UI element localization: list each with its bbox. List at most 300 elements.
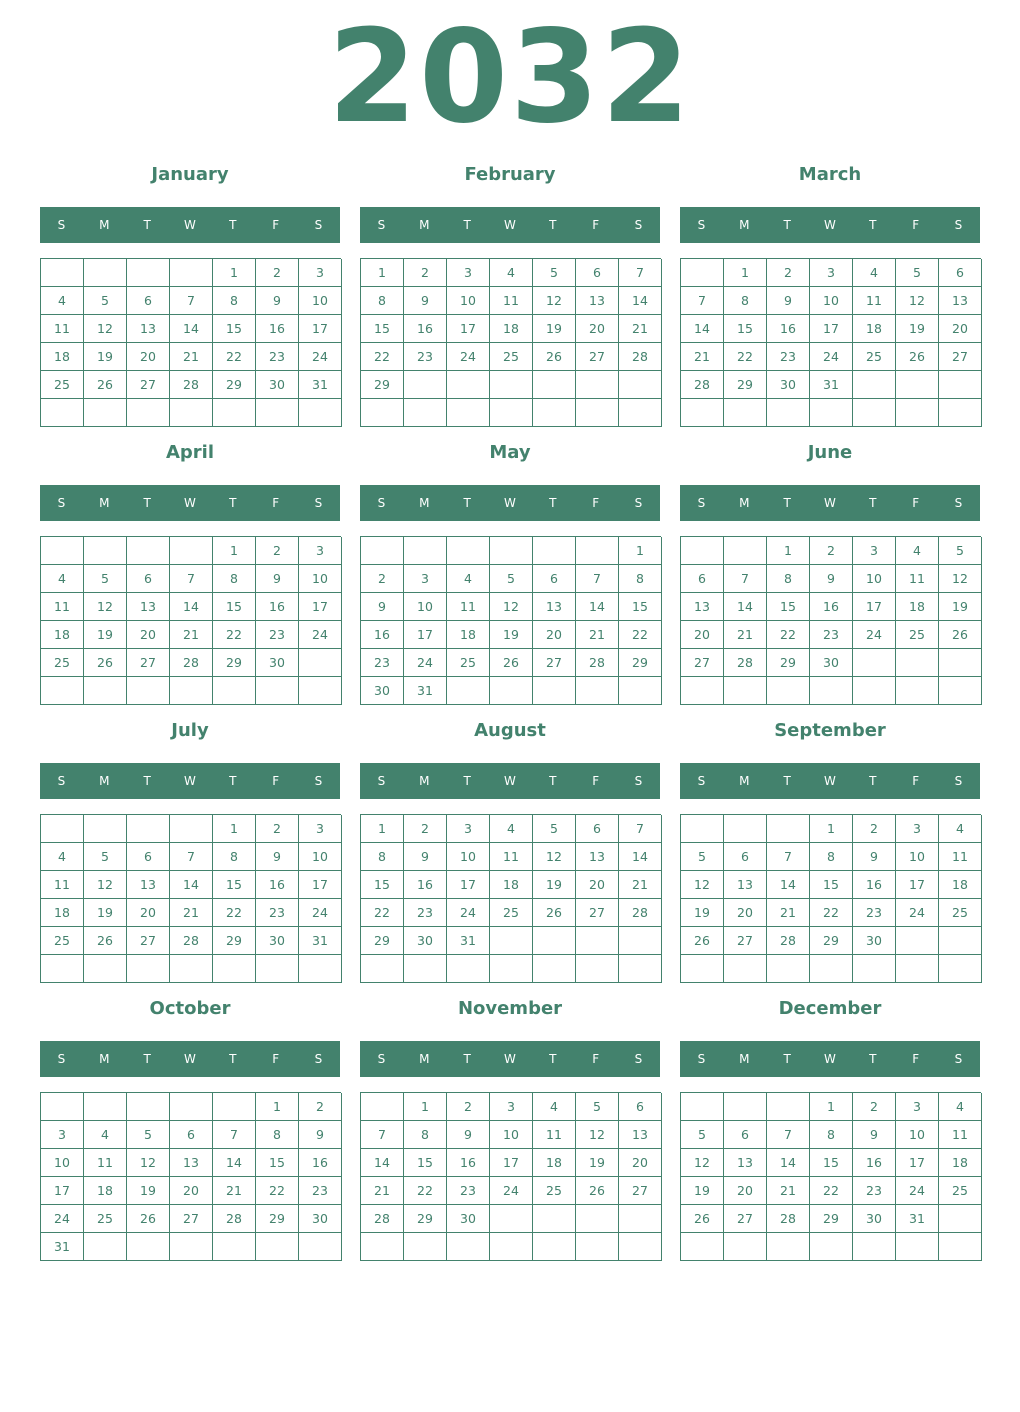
day-cell [576,371,619,399]
day-cell [533,1205,576,1233]
day-cell: 3 [810,259,853,287]
day-cell [681,815,724,843]
day-cell: 11 [84,1149,127,1177]
weekday-label: M [99,774,110,788]
weekday-label: W [824,496,836,510]
day-cell: 6 [127,843,170,871]
day-cell: 17 [896,871,939,899]
day-grid [680,814,981,983]
day-cell [681,399,724,427]
day-cell [84,955,127,983]
day-cell [619,1233,662,1261]
weekday-label: F [272,1052,280,1066]
day-cell: 20 [127,621,170,649]
day-cell: 20 [619,1149,662,1177]
day-cell: 26 [896,343,939,371]
day-cell [533,955,576,983]
day-cell: 25 [939,1177,982,1205]
weekday-label: S [314,1052,323,1066]
day-cell: 5 [84,565,127,593]
day-cell: 12 [127,1149,170,1177]
day-cell [767,399,810,427]
day-cell [767,1093,810,1121]
day-cell: 29 [619,649,662,677]
day-cell: 8 [213,287,256,315]
day-cell: 14 [361,1149,404,1177]
day-grid [680,258,981,427]
day-cell: 31 [299,371,342,399]
day-cell: 29 [361,927,404,955]
day-cell: 11 [939,843,982,871]
day-cell: 5 [84,287,127,315]
day-cell: 18 [490,871,533,899]
day-cell: 22 [213,899,256,927]
day-cell: 16 [810,593,853,621]
weekday-header [680,1041,980,1077]
day-cell [447,399,490,427]
day-cell [724,677,767,705]
day-cell: 3 [853,537,896,565]
day-cell: 5 [939,537,982,565]
day-cell: 27 [533,649,576,677]
day-cell: 7 [619,259,662,287]
day-cell: 3 [447,815,490,843]
day-grid [40,814,341,983]
weekday-label: S [314,496,323,510]
day-cell [170,815,213,843]
day-cell: 1 [404,1093,447,1121]
day-cell: 18 [41,343,84,371]
weekday-label: S [57,218,66,232]
day-cell: 4 [490,259,533,287]
day-cell: 17 [41,1177,84,1205]
weekday-label: S [634,774,643,788]
day-grid [360,814,661,983]
day-cell: 23 [447,1177,490,1205]
weekday-label: T [783,218,791,232]
day-cell: 15 [810,1149,853,1177]
weekday-label: S [634,1052,643,1066]
weekday-label: S [57,496,66,510]
day-cell: 28 [170,649,213,677]
day-cell: 30 [256,927,299,955]
day-cell: 7 [681,287,724,315]
day-cell: 24 [299,621,342,649]
day-cell: 1 [361,815,404,843]
weekday-label: T [549,774,557,788]
day-cell: 27 [724,1205,767,1233]
day-cell: 20 [127,343,170,371]
day-cell [896,955,939,983]
day-cell: 29 [810,927,853,955]
day-cell [939,677,982,705]
day-cell [810,1233,853,1261]
day-cell: 14 [681,315,724,343]
day-cell: 2 [256,259,299,287]
day-cell: 12 [533,843,576,871]
day-cell [84,259,127,287]
weekday-label: T [549,218,557,232]
weekday-label: S [57,774,66,788]
day-cell: 15 [724,315,767,343]
day-grid [360,536,661,705]
day-cell [299,649,342,677]
day-cell: 10 [299,287,342,315]
day-cell [361,955,404,983]
day-cell: 31 [810,371,853,399]
day-cell: 21 [170,343,213,371]
day-cell: 2 [810,537,853,565]
day-cell: 8 [724,287,767,315]
day-cell: 2 [256,815,299,843]
day-cell: 31 [299,927,342,955]
day-cell: 9 [853,1121,896,1149]
day-cell: 15 [213,315,256,343]
day-cell: 28 [767,1205,810,1233]
day-cell [576,1205,619,1233]
day-cell: 29 [361,371,404,399]
day-cell: 16 [447,1149,490,1177]
day-cell: 29 [767,649,810,677]
day-cell: 31 [447,927,490,955]
day-cell: 14 [576,593,619,621]
day-cell: 24 [896,899,939,927]
weekday-label: T [549,1052,557,1066]
day-cell: 25 [447,649,490,677]
day-cell [681,259,724,287]
day-cell: 22 [810,1177,853,1205]
day-cell: 18 [41,621,84,649]
day-cell: 1 [619,537,662,565]
day-grid [40,1092,341,1261]
day-cell: 1 [724,259,767,287]
day-cell [576,677,619,705]
day-cell [576,399,619,427]
day-cell: 13 [724,871,767,899]
day-cell [361,1093,404,1121]
day-cell [939,1233,982,1261]
weekday-header [360,485,660,521]
weekday-label: T [463,774,471,788]
day-cell: 14 [170,315,213,343]
day-cell [84,1093,127,1121]
day-cell [127,1093,170,1121]
weekday-label: M [99,218,110,232]
day-cell: 19 [681,899,724,927]
day-cell: 17 [490,1149,533,1177]
day-cell: 16 [256,315,299,343]
day-cell: 21 [767,1177,810,1205]
day-cell: 15 [619,593,662,621]
day-cell [619,371,662,399]
day-cell: 2 [853,1093,896,1121]
day-cell [619,1205,662,1233]
day-cell [810,955,853,983]
day-cell: 3 [404,565,447,593]
weekday-label: F [592,774,600,788]
day-cell: 20 [939,315,982,343]
day-cell: 10 [490,1121,533,1149]
weekday-label: W [504,774,516,788]
day-cell [576,537,619,565]
day-cell: 12 [84,593,127,621]
day-cell: 7 [619,815,662,843]
day-cell [576,927,619,955]
weekday-label: S [634,496,643,510]
day-cell: 24 [490,1177,533,1205]
day-cell: 29 [256,1205,299,1233]
day-cell [127,815,170,843]
day-cell: 7 [724,565,767,593]
day-cell: 17 [447,315,490,343]
day-cell: 14 [767,1149,810,1177]
day-cell: 8 [213,565,256,593]
day-cell [939,955,982,983]
day-cell: 17 [810,315,853,343]
day-cell: 30 [256,371,299,399]
day-cell: 29 [810,1205,853,1233]
day-cell [84,537,127,565]
weekday-label: S [377,1052,386,1066]
day-cell: 21 [767,899,810,927]
day-cell: 18 [896,593,939,621]
day-cell: 13 [127,593,170,621]
day-cell: 9 [404,843,447,871]
day-cell: 4 [84,1121,127,1149]
weekday-label: T [549,496,557,510]
weekday-label: S [314,774,323,788]
day-cell [170,955,213,983]
day-cell: 9 [853,843,896,871]
weekday-header [40,207,340,243]
day-cell: 21 [619,315,662,343]
day-cell [127,537,170,565]
day-cell [404,371,447,399]
day-cell: 19 [84,621,127,649]
day-cell: 6 [619,1093,662,1121]
day-cell: 26 [490,649,533,677]
day-cell: 14 [767,871,810,899]
year-title: 2032 [327,3,693,152]
day-cell: 15 [213,871,256,899]
day-cell: 3 [490,1093,533,1121]
day-cell: 16 [853,871,896,899]
day-cell [767,677,810,705]
day-cell: 21 [170,899,213,927]
day-cell: 6 [533,565,576,593]
day-cell [681,1093,724,1121]
day-grid [680,1092,981,1261]
day-cell: 4 [41,565,84,593]
day-cell: 22 [361,899,404,927]
day-cell: 9 [767,287,810,315]
day-cell: 16 [404,315,447,343]
day-cell [853,399,896,427]
day-grid [40,258,341,427]
day-cell: 3 [447,259,490,287]
day-cell: 12 [84,315,127,343]
day-cell [447,537,490,565]
day-cell: 14 [619,287,662,315]
day-cell [170,399,213,427]
day-cell: 15 [213,593,256,621]
day-cell [896,677,939,705]
day-cell: 27 [127,371,170,399]
day-cell [619,927,662,955]
day-cell [213,1233,256,1261]
day-cell [404,955,447,983]
weekday-label: F [272,218,280,232]
day-cell: 2 [361,565,404,593]
day-cell: 23 [256,343,299,371]
month-name: June [807,442,853,463]
day-cell: 3 [299,259,342,287]
day-cell: 16 [361,621,404,649]
day-cell: 17 [447,871,490,899]
day-cell: 7 [213,1121,256,1149]
weekday-label: T [229,774,237,788]
day-cell [939,399,982,427]
weekday-label: T [229,496,237,510]
day-cell: 21 [724,621,767,649]
day-cell: 25 [533,1177,576,1205]
day-cell: 15 [767,593,810,621]
weekday-label: S [377,774,386,788]
day-cell: 21 [619,871,662,899]
day-cell [853,1233,896,1261]
day-cell [84,399,127,427]
day-cell: 9 [256,565,299,593]
day-cell: 16 [853,1149,896,1177]
day-cell: 12 [490,593,533,621]
day-cell: 14 [170,593,213,621]
day-cell: 26 [939,621,982,649]
day-cell: 25 [490,343,533,371]
day-cell [299,677,342,705]
day-cell: 13 [576,287,619,315]
day-cell [213,955,256,983]
day-cell: 22 [810,899,853,927]
weekday-label: M [419,774,430,788]
weekday-label: T [869,218,877,232]
day-cell: 3 [299,815,342,843]
day-cell: 16 [767,315,810,343]
day-cell [170,537,213,565]
day-cell [170,1233,213,1261]
day-cell [127,677,170,705]
day-cell: 9 [810,565,853,593]
day-cell [619,677,662,705]
day-cell: 30 [256,649,299,677]
day-cell: 6 [127,565,170,593]
day-cell: 12 [533,287,576,315]
day-cell: 18 [84,1177,127,1205]
day-cell [256,399,299,427]
day-cell: 4 [939,1093,982,1121]
weekday-header [680,485,980,521]
day-cell: 14 [213,1149,256,1177]
day-cell [767,955,810,983]
day-cell: 14 [170,871,213,899]
day-cell [490,537,533,565]
weekday-label: S [954,774,963,788]
day-cell: 20 [724,899,767,927]
day-cell: 20 [576,871,619,899]
day-cell: 25 [939,899,982,927]
day-cell: 4 [853,259,896,287]
day-cell: 5 [681,1121,724,1149]
day-cell: 27 [576,343,619,371]
day-cell: 23 [404,899,447,927]
weekday-label: W [824,1052,836,1066]
weekday-label: T [229,1052,237,1066]
day-cell [299,1233,342,1261]
day-cell [939,649,982,677]
day-cell: 23 [810,621,853,649]
day-cell: 8 [810,1121,853,1149]
day-cell: 25 [41,649,84,677]
day-cell: 19 [533,871,576,899]
weekday-label: T [783,774,791,788]
day-cell: 27 [170,1205,213,1233]
day-cell [533,371,576,399]
weekday-header [40,485,340,521]
day-cell: 16 [299,1149,342,1177]
day-cell: 19 [681,1177,724,1205]
weekday-label: F [592,496,600,510]
day-cell: 26 [84,371,127,399]
weekday-label: T [869,1052,877,1066]
day-cell [896,927,939,955]
day-cell: 19 [127,1177,170,1205]
day-cell: 11 [490,843,533,871]
day-cell: 5 [896,259,939,287]
day-cell: 28 [170,371,213,399]
day-cell: 30 [853,1205,896,1233]
weekday-label: M [739,496,750,510]
day-cell [490,1205,533,1233]
day-cell: 25 [84,1205,127,1233]
day-cell: 11 [490,287,533,315]
day-cell: 28 [576,649,619,677]
day-cell: 28 [681,371,724,399]
day-cell: 23 [853,1177,896,1205]
day-cell: 21 [681,343,724,371]
day-cell: 10 [447,843,490,871]
day-cell [853,649,896,677]
weekday-header [40,763,340,799]
day-cell: 26 [533,899,576,927]
day-grid [360,1092,661,1261]
day-cell: 18 [447,621,490,649]
weekday-label: M [739,1052,750,1066]
day-cell: 26 [681,927,724,955]
day-cell: 31 [404,677,447,705]
day-cell: 29 [213,927,256,955]
weekday-label: S [697,218,706,232]
month-name: September [774,720,886,741]
day-cell: 17 [853,593,896,621]
day-cell: 27 [576,899,619,927]
weekday-label: T [869,496,877,510]
weekday-label: W [184,774,196,788]
weekday-label: S [377,496,386,510]
day-cell: 27 [939,343,982,371]
weekday-label: S [57,1052,66,1066]
day-cell: 12 [896,287,939,315]
weekday-label: T [143,218,151,232]
day-cell [724,537,767,565]
